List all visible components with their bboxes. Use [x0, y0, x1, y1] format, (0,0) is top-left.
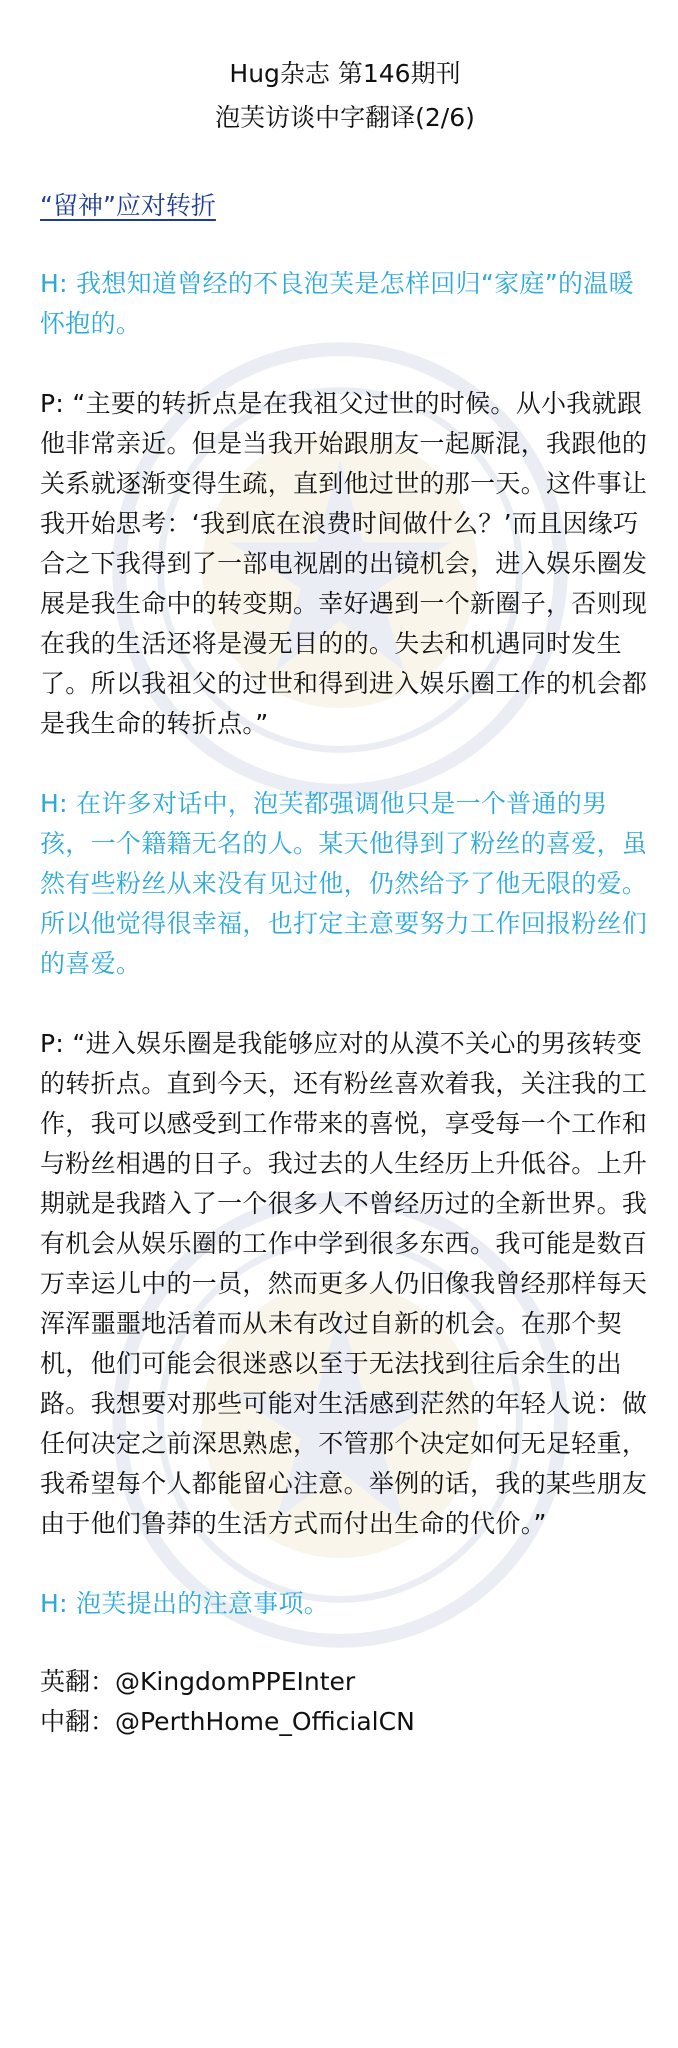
question-paragraph: H: 我想知道曾经的不良泡芙是怎样回归“家庭”的温暖怀抱的。 — [40, 269, 634, 338]
english-translator-credit: 英翻：@KingdomPPEInter — [40, 1667, 356, 1696]
article-subtitle: 泡芙访谈中字翻译(2/6) — [215, 103, 475, 132]
question-paragraph: H: 在许多对话中，泡芙都强调他只是一个普通的男孩，一个籍籍无名的人。某天他得到了粉丝的喜爱，虽然有些粉丝从来没有见过他，仍然给予了他无限的爱。所以他觉得很幸福，也打定主意要努力工作回报粉丝们的喜爱。 — [40, 789, 648, 978]
answer-paragraph: P: “进入娱乐圈是我能够应对的从漠不关心的男孩转变的转折点。直到今天，还有粉丝喜欢着我，关注我的工作，我可以感受到工作带来的喜悦，享受每一个工作和与粉丝相遇的日子。我过去的人生经历上升低谷。上升期就是我踏入了一个很多人不曾经历过的全新世界。我有机会从娱乐圈的工作中学到很多东西。我可能是数百万幸运儿中的一员，然而更多人仍旧像我曾经那样每天浑浑噩噩地活着而从未有改过自新的机会。在那个契机，他们可能会很迷惑以至于无法找到往后余生的出路。我想要对那些可能对生活感到茫然的年轻人说：做任何决定之前深思熟虑，不管那个决定如何无足轻重，我希望每个人都能留心注意。举例的话，我的某些朋友由于他们鲁莽的生活方式而付出生命的代价。” — [40, 1029, 648, 1538]
chinese-translator-credit: 中翻：@PerthHome_OfficialCN — [40, 1707, 415, 1736]
article-content — [40, 52, 650, 1742]
question-paragraph: H: 泡芙提出的注意事项。 — [40, 1589, 330, 1618]
magazine-issue-title: Hug杂志 第146期刊 — [229, 59, 461, 88]
page-header — [40, 52, 650, 140]
translation-credits — [40, 1662, 650, 1742]
section-title: “留神”应对转折 — [40, 191, 216, 220]
answer-paragraph: P: “主要的转折点是在我祖父过世的时候。从小我就跟他非常亲近。但是当我开始跟朋友一起厮混，我跟他的关系就逐渐变得生疏，直到他过世的那一天。这件事让我开始思考：‘我到底在浪费时间做什么？’而且因缘巧合之下我得到了一部电视剧的出镜机会，进入娱乐圈发展是我生命中的转变期。幸好遇到一个新圈子，否则现在我的生活还将是漫无目的的。失去和机遇同时发生了。所以我祖父的过世和得到进入娱乐圈工作的机会都是我生命的转折点。” — [40, 389, 648, 738]
